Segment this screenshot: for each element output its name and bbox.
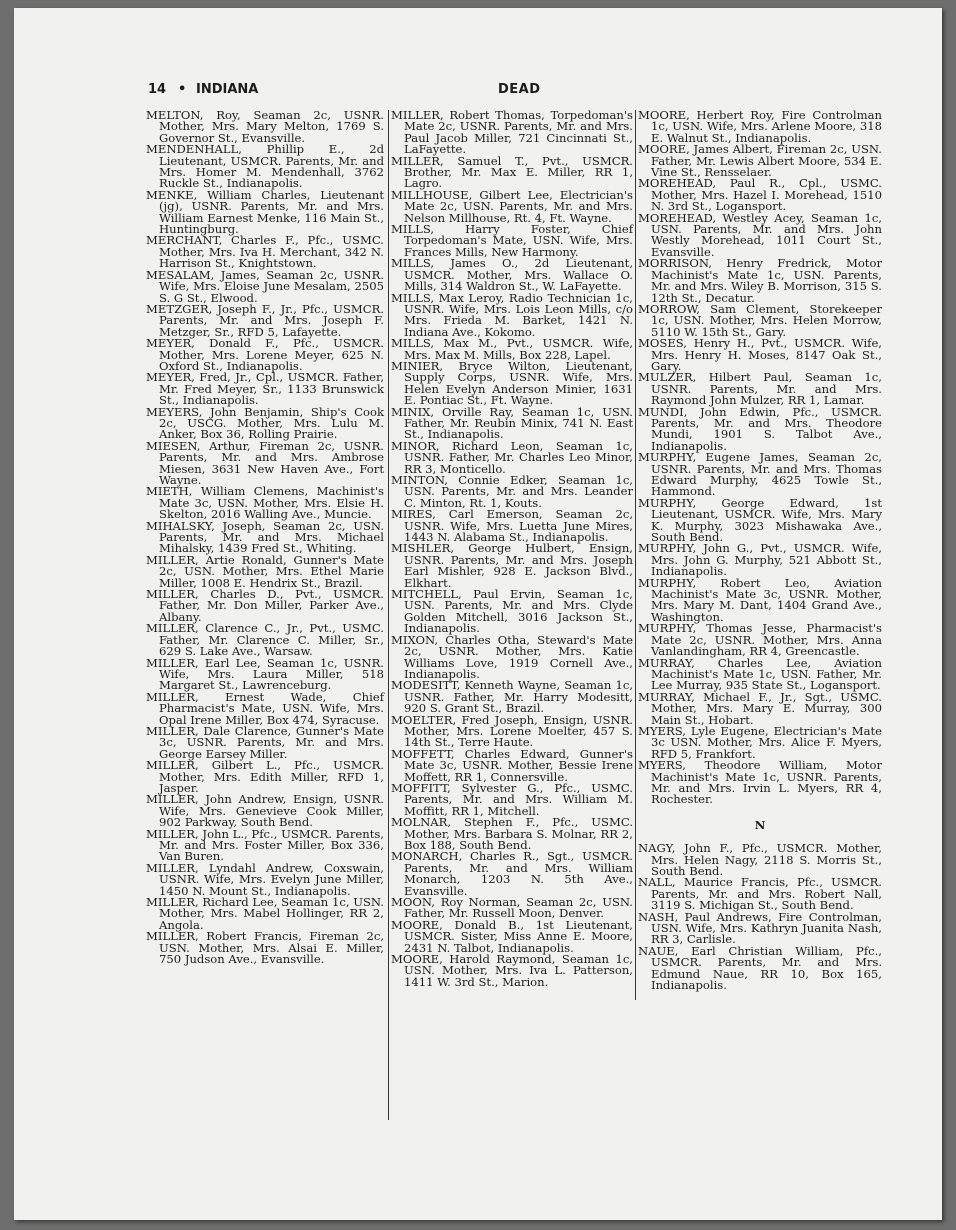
casualty-entry: MILLER, John Andrew, Ensign, USNR. Wife, Mrs. Genevieve Cook Miller, 902 Parkway, South Bend. [146,792,384,830]
casualty-entry: MIRES, Carl Emerson, Seaman 2c, USNR. Wife, Mrs. Luetta June Mires, 1443 N. Alabama St., Indianapolis. [391,507,633,545]
column-3 [638,110,882,991]
casualty-entry: MURPHY, John G., Pvt., USMCR. Wife, Mrs. John G. Murphy, 521 Abbott St., Indianapolis. [638,541,882,579]
casualty-entry: MENDENHALL, Phillip E., 2d Lieutenant, USMCR. Parents, Mr. and Mrs. Homer M. Mendenhall, 3762 Ruckle St., Indianapolis. [146,142,384,191]
column-3-n-entries [638,843,882,991]
casualty-entry: MORRISON, Henry Fredrick, Motor Machinist's Mate 1c, USN. Parents, Mr. and Mrs. Wiley B. Morrison, 315 S. 12th St., Decatur. [638,256,882,305]
document-page [14,8,942,1220]
casualty-entry: MILLER, Lyndahl Andrew, Coxswain, USNR. Wife, Mrs. Evelyn June Miller, 1450 N. Mount St., Indianapolis. [146,860,384,898]
casualty-entry: MILLS, James O., 2d Lieutenant, USMCR. Mother, Mrs. Wallace O. Mills, 314 Waldron St., W. LaFayette. [391,256,633,294]
column-2 [391,110,633,988]
casualty-entry: MOORE, Donald B., 1st Lieutenant, USMCR. Sister, Miss Anne E. Moore, 2431 N. Talbot, Indianapolis. [391,917,633,955]
casualty-entry: MOORE, James Albert, Fireman 2c, USN. Father, Mr. Lewis Albert Moore, 534 E. Vine St., Rensselaer. [638,142,882,180]
casualty-entry: MENKE, William Charles, Lieutenant (jg), USNR. Parents, Mr. and Mrs. William Earnest Menke, 116 Main St., Huntingburg. [146,187,384,237]
casualty-entry: MERCHANT, Charles F., Pfc., USMC. Mother, Mrs. Iva H. Merchant, 342 N. Harrison St., Knightstown. [146,233,384,271]
casualty-entry: NASH, Paul Andrews, Fire Controlman, USN. Wife, Mrs. Kathryn Juanita Nash, RR 3, Carlisle. [638,909,882,947]
casualty-entry: MILLER, Clarence C., Jr., Pvt., USMC. Father, Mr. Clarence C. Miller, Sr., 629 S. Lake Ave., Warsaw. [146,621,384,659]
state-heading: INDIANA [196,82,259,97]
section-heading: DEAD [498,82,541,97]
casualty-entry: MISHLER, George Hulbert, Ensign, USNR. Parents, Mr. and Mrs. Joseph Earl Mishler, 928 E. Jackson Blvd., Elkhart. [391,541,633,590]
casualty-entry: MINIX, Orville Ray, Seaman 1c, USN. Father, Mr. Reubin Minix, 741 N. East St., Indianapolis. [391,404,633,442]
casualty-entry: MYERS, Lyle Eugene, Electrician's Mate 3c USN. Mother, Mrs. Alice F. Myers, RFD 5, Frankfort. [638,723,882,761]
casualty-entry: NAUE, Earl Christian William, Pfc., USMCR. Parents, Mr. and Mrs. Edmund Naue, RR 10, Box 165, Indianapolis. [638,943,882,993]
casualty-entry: MIETH, William Clemens, Machinist's Mate 3c, USN. Mother, Mrs. Elsie H. Skelton, 2016 Walling Ave., Muncie. [146,484,384,522]
casualty-entry: METZGER, Joseph F., Jr., Pfc., USMCR. Parents, Mr. and Mrs. Joseph F. Metzger, Sr., RFD 5, Lafayette. [146,301,384,339]
casualty-entry: MINIER, Bryce Wilton, Lieutenant, Supply Corps, USNR. Wife, Mrs. Helen Evelyn Anderson Minier, 1631 E. Pontiac St., Ft. Wayne. [391,358,633,408]
casualty-entry: MILLHOUSE, Gilbert Lee, Electrician's Mate 2c, USN. Parents, Mr. and Mrs. Nelson Millhouse, Rt. 4, Ft. Wayne. [391,187,633,225]
casualty-entry: MOFFETT, Charles Edward, Gunner's Mate 3c, USNR. Mother, Bessie Irene Moffett, RR 1, Connersville. [391,746,633,784]
casualty-entry: MOREHEAD, Paul R., Cpl., USMC. Mother, Mrs. Hazel I. Morehead, 1510 N. 3rd St., Logansport. [638,176,882,214]
casualty-entry: MONARCH, Charles R., Sgt., USMCR. Parents, Mr. and Mrs. William Monarch, 1203 N. 5th Ave., Evansville. [391,849,633,898]
casualty-entry: MILLER, Robert Francis, Fireman 2c, USN. Mother, Mrs. Alsai E. Miller, 750 Judson Ave., Evansville. [146,929,384,967]
casualty-entry: MUNDI, John Edwin, Pfc., USMCR. Parents, Mr. and Mrs. Theodore Mundi, 1901 S. Talbot Ave., Indianapolis. [638,404,882,453]
casualty-entry: MIESEN, Arthur, Fireman 2c, USNR. Parents, Mr. and Mrs. Ambrose Miesen, 3631 New Haven Ave., Fort Wayne. [146,438,384,487]
casualty-entry: MURRAY, Charles Lee, Aviation Machinist's Mate 1c, USN. Father, Mr. Lee Murray, 935 State St., Logansport. [638,655,882,693]
casualty-entry: MORROW, Sam Clement, Storekeeper 1c, USN. Mother, Mrs. Helen Morrow, 5110 W. 15th St., Gary. [638,301,882,339]
bullet-separator: • [178,82,187,97]
casualty-entry: MINTON, Connie Edker, Seaman 1c, USN. Parents, Mr. and Mrs. Leander C. Minton, Rt. 1, Kouts. [391,473,633,510]
casualty-entry: MODESITT, Kenneth Wayne, Seaman 1c, USNR. Father, Mr. Harry Modesitt, 920 S. Grant St., Brazil. [391,678,633,716]
casualty-entry: MEYER, Donald F., Pfc., USMCR. Mother, Mrs. Lorene Meyer, 625 N. Oxford St., Indianapolis. [146,336,384,373]
casualty-entry: MILLS, Harry Foster, Chief Torpedoman's Mate, USN. Wife, Mrs. Frances Mills, New Harmony. [391,222,633,259]
casualty-entry: MULZER, Hilbert Paul, Seaman 1c, USNR. Parents, Mr. and Mrs. Raymond John Mulzer, RR 1, Lamar. [638,370,882,408]
casualty-entry: MEYERS, John Benjamin, Ship's Cook 2c, USCG. Mother, Mrs. Lulu M. Anker, Box 36, Rolling Prairie. [146,404,384,442]
casualty-entry: MILLER, Earl Lee, Seaman 1c, USNR. Wife, Mrs. Laura Miller, 518 Margaret St., Lawrenceburg. [146,655,384,693]
page-number: 14 [148,82,167,97]
casualty-entry: NAGY, John F., Pfc., USMCR. Mother, Mrs. Helen Nagy, 2118 S. Morris St., South Bend. [638,841,882,878]
casualty-entry: MILLER, Gilbert L., Pfc., USMCR. Mother, Mrs. Edith Miller, RFD 1, Jasper. [146,758,384,795]
casualty-entry: MOFFITT, Sylvester G., Pfc., USMC. Parents, Mr. and Mrs. William M. Moffitt, RR 1, Mitchell. [391,780,633,818]
column-divider-1 [388,110,389,1120]
casualty-entry: MILLER, Samuel T., Pvt., USMCR. Brother, Mr. Max E. Miller, RR 1, Lagro. [391,153,633,191]
casualty-entry: MOELTER, Fred Joseph, Ensign, USNR. Mother, Mrs. Lorene Moelter, 457 S. 14th St., Terre Haute. [391,712,633,750]
casualty-entry: MURPHY, George Edward, 1st Lieutenant, USMCR. Wife, Mrs. Mary K. Murphy, 3023 Mishawaka Ave., South Bend. [638,495,882,545]
casualty-entry: MINOR, Richard Leon, Seaman 1c, USNR. Father, Mr. Charles Leo Minor, RR 3, Monticello. [391,438,633,476]
casualty-entry: MEYER, Fred, Jr., Cpl., USMCR. Father, Mr. Fred Meyer, Sr., 1133 Brunswick St., Indianapolis. [146,370,384,408]
casualty-entry: MURPHY, Eugene James, Seaman 2c, USNR. Parents, Mr. and Mrs. Thomas Edward Murphy, 4625 Towle St., Hammond. [638,450,882,499]
casualty-entry: MOREHEAD, Westley Acey, Seaman 1c, USN. Parents, Mr. and Mrs. John Westly Morehead, 1011 Court St., Evansville. [638,210,882,259]
casualty-entry: MILLS, Max M., Pvt., USMCR. Wife, Mrs. Max M. Mills, Box 228, Lapel. [391,336,633,362]
casualty-entry: MILLER, John L., Pfc., USMCR. Parents, Mr. and Mrs. Foster Miller, Box 336, Van Buren. [146,826,384,864]
column-1 [146,110,384,965]
casualty-entry: MURRAY, Michael F., Jr., Sgt., USMC. Mother, Mrs. Mary E. Murray, 300 Main St., Hobart. [638,689,882,727]
page-header [148,82,888,102]
casualty-entry: MOORE, Herbert Roy, Fire Controlman 1c, USN. Wife, Mrs. Arlene Moore, 318 E. Walnut St., Indianapolis. [638,108,882,145]
casualty-entry: MOSES, Henry H., Pvt., USMCR. Wife, Mrs. Henry H. Moses, 8147 Oak St., Gary. [638,336,882,373]
casualty-entry: MOLNAR, Stephen F., Pfc., USMC. Mother, Mrs. Barbara S. Molnar, RR 2, Box 188, South Bend. [391,815,633,852]
letter-heading-n: N [754,817,766,832]
casualty-entry: NALL, Maurice Francis, Pfc., USMCR. Parents, Mr. and Mrs. Robert Nall, 3119 S. Michigan St., South Bend. [638,875,882,913]
casualty-entry: MOORE, Harold Raymond, Seaman 1c, USN. Mother, Mrs. Iva L. Patterson, 1411 W. 3rd St., Marion. [391,952,633,989]
casualty-entry: MILLER, Dale Clarence, Gunner's Mate 3c, USNR. Parents, Mr. and Mrs. George Earsey Miller. [146,723,384,761]
casualty-entry: MOON, Roy Norman, Seaman 2c, USN. Father, Mr. Russell Moon, Denver. [391,895,633,921]
casualty-entry: MYERS, Theodore William, Motor Machinist's Mate 1c, USNR. Parents, Mr. and Mrs. Irvin L. Myers, RR 4, Rochester. [638,758,882,807]
column-divider-2 [635,110,636,1000]
casualty-entry: MILLER, Ernest Wade, Chief Pharmacist's Mate, USN. Wife, Mrs. Opal Irene Miller, Box 474, Syracuse. [146,689,384,727]
casualty-entry: MELTON, Roy, Seaman 2c, USNR. Mother, Mrs. Mary Melton, 1769 S. Governor St., Evansville. [146,108,384,145]
casualty-entry: MURPHY, Thomas Jesse, Pharmacist's Mate 2c, USNR. Mother, Mrs. Anna Vanlandingham, RR 4, Greencastle. [638,621,882,659]
casualty-entry: MESALAM, James, Seaman 2c, USNR. Wife, Mrs. Eloise June Mesalam, 2505 S. G St., Elwood. [146,267,384,305]
casualty-entry: MILLER, Artie Ronald, Gunner's Mate 2c, USN. Mother, Mrs. Ethel Marie Miller, 1008 E. Hendrix St., Brazil. [146,552,384,590]
casualty-entry: MILLS, Max Leroy, Radio Technician 1c, USNR. Wife, Mrs. Lois Leon Mills, c/o Mrs. Frieda M. Barket, 1421 N. Indiana Ave., Kokomo. [391,290,633,339]
casualty-entry: MILLER, Charles D., Pvt., USMCR. Father, Mr. Don Miller, Parker Ave., Albany. [146,587,384,624]
casualty-entry: MURPHY, Robert Leo, Aviation Machinist's Mate 3c, USNR. Mother, Mrs. Mary M. Dant, 1404 Grand Ave., Washington. [638,575,882,624]
casualty-entry: MILLER, Richard Lee, Seaman 1c, USN. Mother, Mrs. Mabel Hollinger, RR 2, Angola. [146,895,384,932]
column-3-m-entries [638,110,882,806]
casualty-entry: MIHALSKY, Joseph, Seaman 2c, USN. Parents, Mr. and Mrs. Michael Mihalsky, 1439 Fred St., Whiting. [146,518,384,556]
casualty-entry: MIXON, Charles Otha, Steward's Mate 2c, USNR. Mother, Mrs. Katie Williams Love, 1919 Cornell Ave., Indianapolis. [391,632,633,681]
casualty-entry: MITCHELL, Paul Ervin, Seaman 1c, USN. Parents, Mr. and Mrs. Clyde Golden Mitchell, 3016 Jackson St., Indianapolis. [391,587,633,636]
casualty-entry: MILLER, Robert Thomas, Torpedoman's Mate 2c, USNR. Parents, Mr. and Mrs. Paul Jacob Miller, 721 Cincinnati St., LaFayette. [391,108,633,157]
